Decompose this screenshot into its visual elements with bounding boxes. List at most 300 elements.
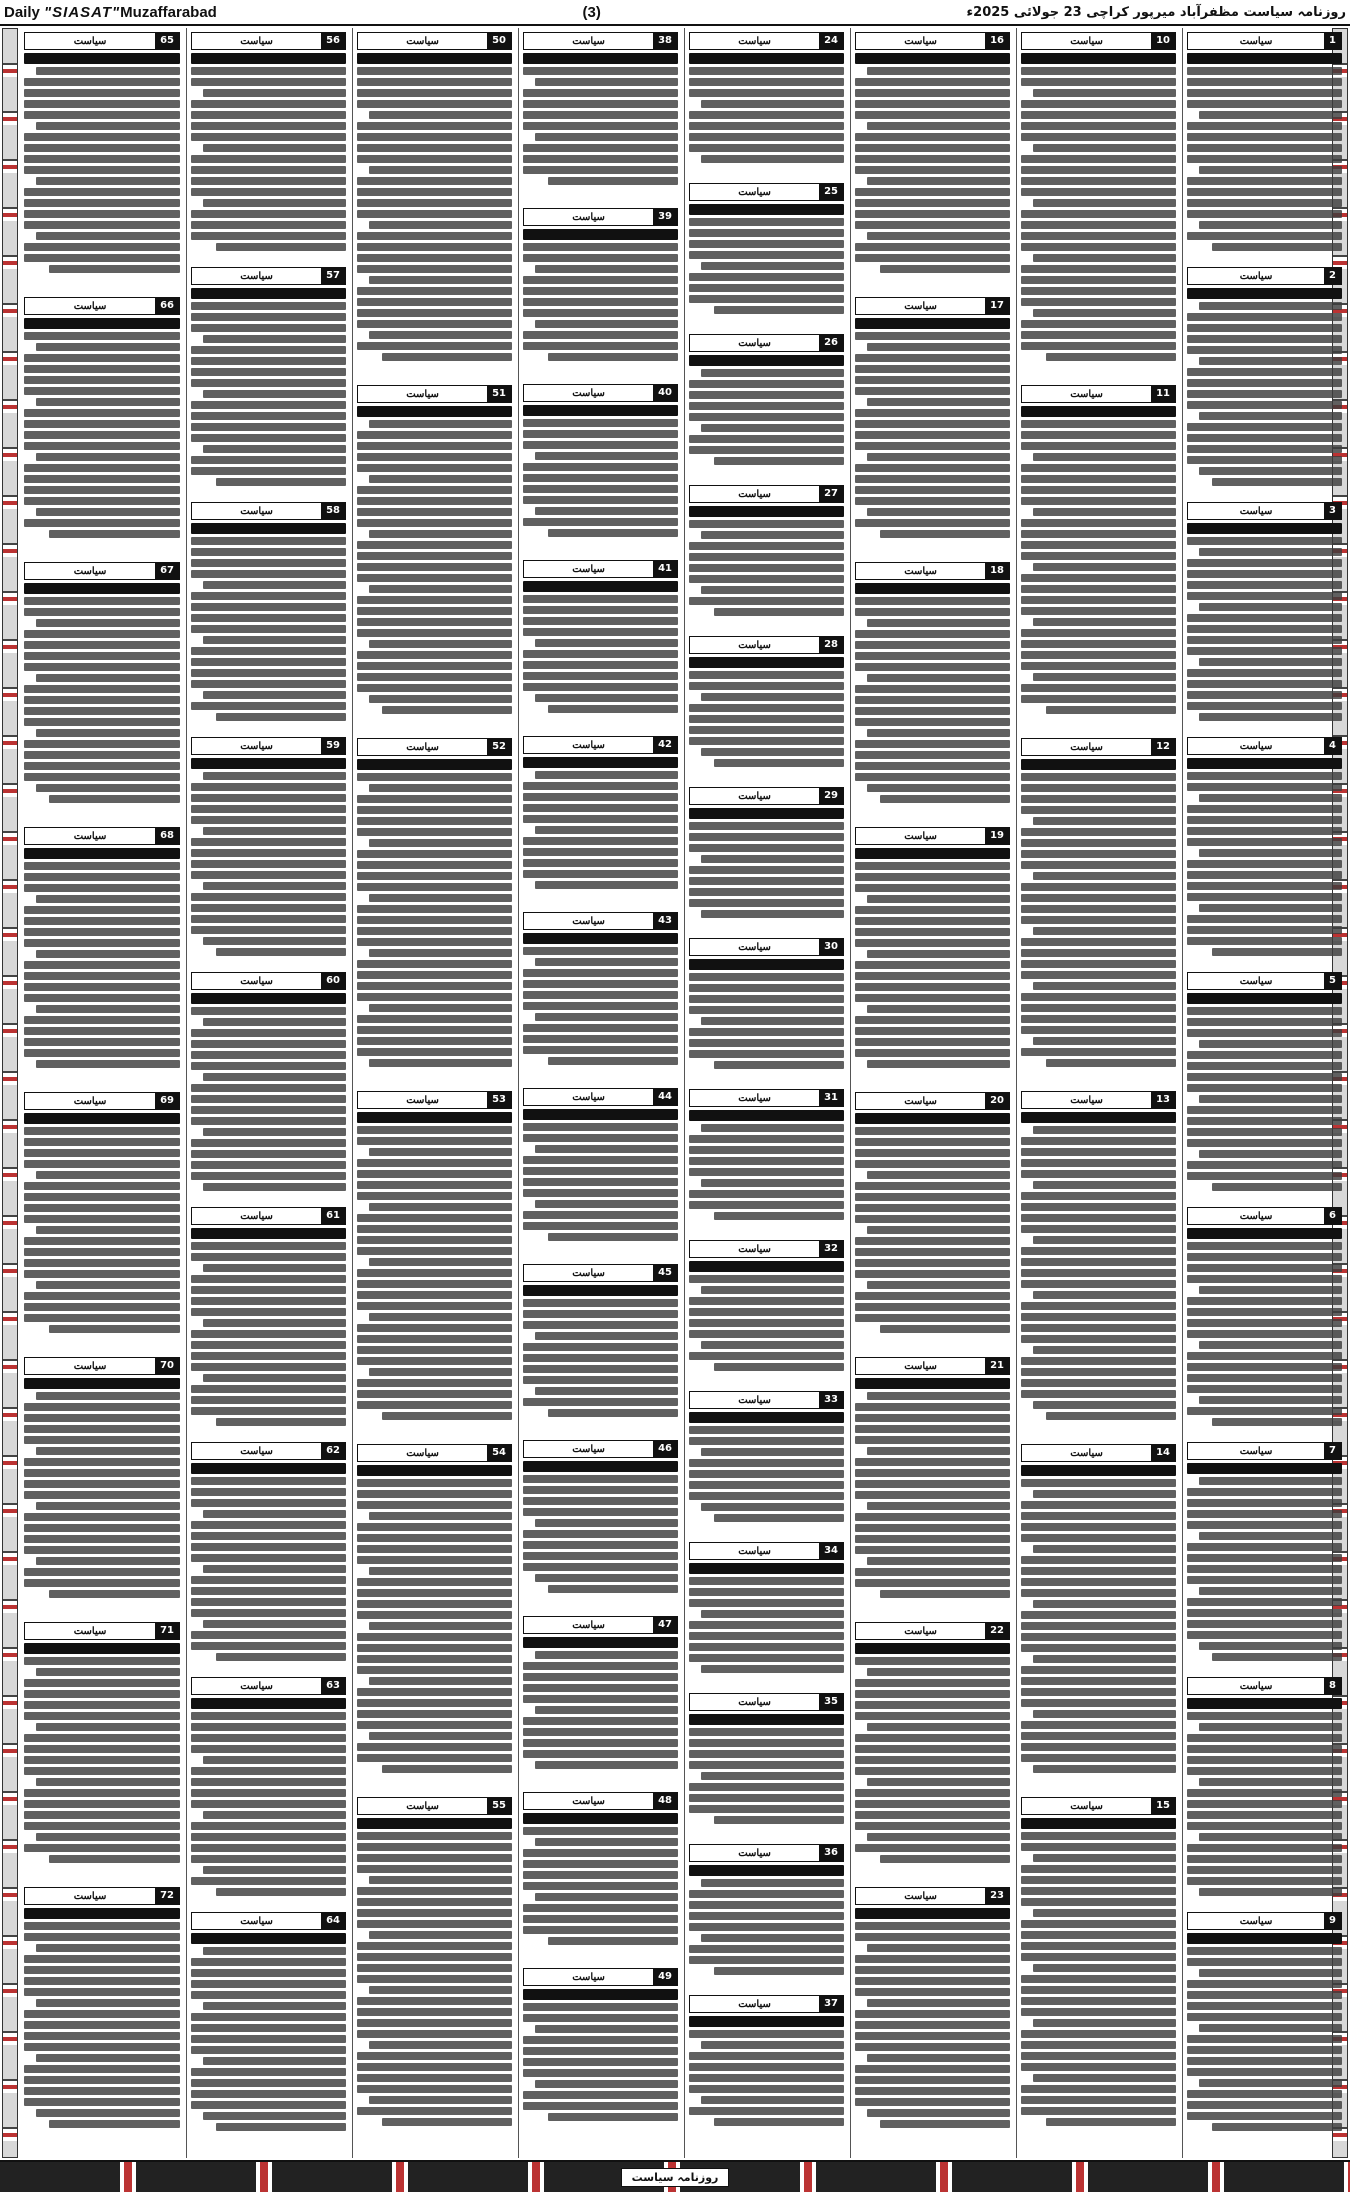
story-text-line: [1212, 243, 1342, 251]
story-number-badge: [689, 32, 844, 50]
story-text-line: [523, 1926, 678, 1934]
story-number: 1: [1324, 33, 1341, 49]
story-text-line: [1187, 669, 1342, 677]
badge-label: سیاست: [904, 1095, 937, 1107]
story-text-line: [523, 1354, 678, 1362]
story-text-line: [216, 713, 346, 721]
story-text-line: [523, 1860, 678, 1868]
story-text-line: [191, 1631, 346, 1639]
story-text-line: [1187, 1712, 1342, 1720]
story-text-line: [369, 1567, 512, 1575]
story-text-line: [36, 1557, 180, 1565]
story-text-line: [191, 1958, 346, 1966]
story-text-line: [1187, 89, 1342, 97]
story-text-line: [689, 1006, 844, 1014]
story-text-line: [689, 899, 844, 907]
story-text-line: [855, 1138, 1010, 1146]
story-text-line: [523, 1552, 678, 1560]
story-text-line: [191, 1051, 346, 1059]
story-text-line: [867, 2109, 1010, 2117]
story-text-line: [1187, 1958, 1342, 1966]
news-story: [689, 1991, 844, 2136]
story-text-line: [855, 1314, 1010, 1322]
story-text-line: [24, 243, 180, 251]
story-text-line: [216, 478, 346, 486]
story-number-badge: [855, 32, 1010, 50]
story-text-line: [523, 2036, 678, 2044]
story-text-line: [24, 983, 180, 991]
story-text-line: [24, 1016, 180, 1024]
news-story: [191, 1203, 346, 1432]
story-text-line: [1021, 78, 1176, 86]
story-text-line: [689, 1437, 844, 1445]
story-text-line: [701, 910, 844, 918]
story-text-line: [855, 1204, 1010, 1212]
story-number: 5: [1324, 973, 1341, 989]
story-text-line: [191, 1789, 346, 1797]
story-text-line: [855, 663, 1010, 671]
story-number: 39: [653, 209, 677, 225]
story-number: 29: [819, 788, 843, 804]
story-text-line: [855, 1270, 1010, 1278]
story-number-badge: [1187, 1442, 1342, 1460]
badge-label: سیاست: [572, 1619, 605, 1631]
story-text-line: [24, 1977, 180, 1985]
story-text-line: [1021, 1048, 1176, 1056]
story-text-line: [357, 1644, 512, 1652]
news-story: [855, 1088, 1010, 1347]
story-text-line: [689, 984, 844, 992]
footer-band: [0, 2160, 1350, 2192]
story-text-line: [357, 155, 512, 163]
story-text-line: [1021, 67, 1176, 75]
story-text-line: [357, 1225, 512, 1233]
story-text-line: [1187, 434, 1342, 442]
story-text-line: [689, 866, 844, 874]
story-number-badge: [689, 938, 844, 956]
badge-label: سیاست: [1070, 1094, 1103, 1106]
story-text-line: [1187, 1598, 1342, 1606]
story-text-line: [369, 640, 512, 648]
story-text-line: [191, 78, 346, 86]
badge-label: سیاست: [904, 1625, 937, 1637]
story-number: 45: [653, 1265, 677, 1281]
story-text-line: [855, 1016, 1010, 1024]
story-text-line: [357, 144, 512, 152]
story-text-line: [357, 1997, 512, 2005]
story-text-line: [867, 398, 1010, 406]
story-text-line: [1187, 702, 1342, 710]
story-text-line: [689, 1632, 844, 1640]
story-text-line: [1021, 320, 1176, 328]
story-number-badge: [689, 183, 844, 201]
badge-label: سیاست: [1239, 1210, 1273, 1222]
badge-label: سیاست: [904, 565, 937, 577]
story-headline-line: [1021, 53, 1176, 64]
story-headline-line: [1187, 758, 1342, 769]
story-text-line: [1212, 478, 1342, 486]
story-number-badge: [24, 1092, 180, 1110]
story-text-line: [369, 331, 512, 339]
story-text-line: [369, 1313, 512, 1321]
story-text-line: [1021, 993, 1176, 1001]
story-number-badge: [689, 1089, 844, 1107]
story-text-line: [191, 1844, 346, 1852]
story-text-line: [867, 1060, 1010, 1068]
story-text-line: [1199, 1723, 1342, 1731]
story-text-line: [1021, 188, 1176, 196]
story-text-line: [24, 2087, 180, 2095]
news-story: [689, 1236, 844, 1381]
story-number: 35: [819, 1694, 843, 1710]
story-text-line: [1021, 100, 1176, 108]
story-text-line: [1187, 210, 1342, 218]
story-number: 61: [321, 1208, 345, 1224]
story-text-line: [689, 229, 844, 237]
story-text-line: [523, 518, 678, 526]
story-text-line: [1021, 1335, 1176, 1343]
story-headline-line: [855, 318, 1010, 329]
story-text-line: [689, 1319, 844, 1327]
story-text-line: [357, 1953, 512, 1961]
story-number: 69: [155, 1093, 179, 1109]
story-number-badge: [855, 1092, 1010, 1110]
story-text-line: [855, 1038, 1010, 1046]
story-text-line: [24, 1027, 180, 1035]
story-text-line: [1021, 1258, 1176, 1266]
story-text-line: [689, 133, 844, 141]
story-text-line: [357, 971, 512, 979]
badge-label: سیاست: [904, 35, 937, 47]
story-text-line: [855, 1425, 1010, 1433]
story-text-line: [1021, 1688, 1176, 1696]
story-text-line: [1021, 1666, 1176, 1674]
story-number-badge: [689, 787, 844, 805]
story-text-line: [1021, 596, 1176, 604]
story-text-line: [36, 1778, 180, 1786]
story-text-line: [855, 1933, 1010, 1941]
story-text-line: [855, 696, 1010, 704]
story-headline-line: [855, 1113, 1010, 1124]
story-text-line: [1187, 1029, 1342, 1037]
story-text-line: [523, 1497, 678, 1505]
story-text-line: [523, 2069, 678, 2077]
story-text-line: [523, 1673, 678, 1681]
story-text-line: [855, 1822, 1010, 1830]
story-text-line: [1199, 713, 1342, 721]
story-text-line: [689, 671, 844, 679]
badge-label: سیاست: [240, 35, 273, 47]
story-text-line: [203, 1183, 346, 1191]
badge-label: سیاست: [572, 1795, 605, 1807]
story-text-line: [24, 1966, 180, 1974]
story-headline-line: [855, 583, 1010, 594]
story-text-line: [1199, 1396, 1342, 1404]
story-text-line: [191, 537, 346, 545]
story-text-line: [855, 608, 1010, 616]
story-text-line: [1212, 1653, 1342, 1661]
news-story: [689, 1689, 844, 1834]
story-text-line: [357, 1302, 512, 1310]
story-text-line: [24, 1756, 180, 1764]
news-column: [20, 28, 184, 2158]
story-text-line: [36, 2109, 180, 2117]
story-text-line: [24, 773, 180, 781]
story-text-line: [867, 1723, 1010, 1731]
story-text-line: [855, 917, 1010, 925]
story-text-line: [1021, 883, 1176, 891]
story-text-line: [689, 2085, 844, 2093]
story-number: 41: [653, 561, 677, 577]
story-text-line: [1187, 2013, 1342, 2021]
news-story: [855, 1883, 1010, 2142]
story-text-line: [382, 1765, 512, 1773]
story-headline-line: [523, 1813, 678, 1824]
story-text-line: [689, 542, 844, 550]
story-text-line: [24, 1524, 180, 1532]
story-headline-line: [357, 1465, 512, 1476]
story-text-line: [1021, 1523, 1176, 1531]
story-text-line: [880, 1325, 1010, 1333]
story-text-line: [24, 873, 180, 881]
story-text-line: [1021, 2096, 1176, 2104]
story-text-line: [548, 1233, 678, 1241]
story-text-line: [1187, 937, 1342, 945]
story-text-line: [357, 684, 512, 692]
story-text-line: [1033, 89, 1176, 97]
story-text-line: [24, 1303, 180, 1311]
story-text-line: [191, 570, 346, 578]
story-text-line: [523, 1046, 678, 1054]
story-text-line: [191, 434, 346, 442]
story-text-line: [357, 431, 512, 439]
badge-label: سیاست: [1239, 1915, 1273, 1927]
story-text-line: [24, 1204, 180, 1212]
story-text-line: [1021, 2030, 1176, 2038]
story-text-line: [1187, 379, 1342, 387]
story-text-line: [191, 1363, 346, 1371]
story-text-line: [24, 718, 180, 726]
story-text-line: [855, 1579, 1010, 1587]
story-text-line: [357, 298, 512, 306]
story-text-line: [36, 232, 180, 240]
story-text-line: [855, 630, 1010, 638]
story-text-line: [1021, 177, 1176, 185]
story-text-line: [24, 685, 180, 693]
story-text-line: [369, 1677, 512, 1685]
story-text-line: [867, 508, 1010, 516]
masthead: [0, 0, 1350, 26]
story-text-line: [1187, 1877, 1342, 1885]
news-story: [855, 293, 1010, 552]
story-text-line: [714, 306, 844, 314]
news-story: [1187, 1438, 1342, 1667]
story-text-line: [1187, 772, 1342, 780]
story-text-line: [36, 729, 180, 737]
news-story: [689, 28, 844, 173]
story-text-line: [1021, 2052, 1176, 2060]
story-text-line: [191, 122, 346, 130]
story-text-line: [855, 972, 1010, 980]
story-text-line: [1021, 431, 1176, 439]
story-text-line: [855, 78, 1010, 86]
story-number: 23: [985, 1888, 1009, 1904]
news-story: [689, 632, 844, 777]
story-text-line: [1021, 1203, 1176, 1211]
story-text-line: [24, 1679, 180, 1687]
story-text-line: [1187, 537, 1342, 545]
story-text-line: [523, 1211, 678, 1219]
story-text-line: [1187, 625, 1342, 633]
story-headline-line: [191, 993, 346, 1004]
story-text-line: [1021, 938, 1176, 946]
story-text-line: [523, 1189, 678, 1197]
story-number-badge: [191, 1677, 346, 1695]
story-text-line: [689, 1297, 844, 1305]
story-text-line: [1021, 795, 1176, 803]
story-number-badge: [191, 737, 346, 755]
story-text-line: [36, 343, 180, 351]
story-text-line: [689, 1470, 844, 1478]
story-text-line: [867, 453, 1010, 461]
story-text-line: [36, 1392, 180, 1400]
story-text-line: [523, 276, 678, 284]
story-headline-line: [191, 1933, 346, 1944]
story-number: 10: [1151, 33, 1175, 49]
news-story: [191, 968, 346, 1197]
story-headline-line: [191, 1228, 346, 1239]
story-text-line: [36, 122, 180, 130]
story-text-line: [191, 669, 346, 677]
story-text-line: [535, 133, 678, 141]
story-headline-line: [523, 53, 678, 64]
story-text-line: [1212, 1418, 1342, 1426]
story-text-line: [855, 475, 1010, 483]
news-story: [1021, 1793, 1176, 2140]
story-text-line: [689, 973, 844, 981]
story-text-line: [203, 1374, 346, 1382]
story-text-line: [1187, 1242, 1342, 1250]
story-text-line: [357, 596, 512, 604]
story-text-line: [523, 1530, 678, 1538]
story-text-line: [24, 1469, 180, 1477]
badge-label: سیاست: [572, 739, 605, 751]
story-text-line: [523, 980, 678, 988]
story-text-line: [1187, 1264, 1342, 1272]
story-text-line: [1187, 805, 1342, 813]
story-text-line: [867, 1999, 1010, 2007]
story-text-line: [1187, 1756, 1342, 1764]
story-text-line: [1021, 574, 1176, 582]
story-text-line: [535, 639, 678, 647]
news-column: [850, 28, 1014, 2158]
story-text-line: [880, 2120, 1010, 2128]
story-number-badge: [357, 385, 512, 403]
story-number: 53: [487, 1092, 511, 1108]
story-text-line: [855, 1977, 1010, 1985]
story-text-line: [1187, 680, 1342, 688]
story-text-line: [36, 508, 180, 516]
story-number: 57: [321, 268, 345, 284]
story-text-line: [523, 2003, 678, 2011]
news-story: [523, 204, 678, 374]
story-text-line: [191, 1396, 346, 1404]
story-text-line: [357, 497, 512, 505]
story-text-line: [1021, 486, 1176, 494]
badge-label: سیاست: [572, 387, 605, 399]
story-text-line: [357, 1401, 512, 1409]
story-text-line: [36, 1005, 180, 1013]
story-text-line: [689, 2063, 844, 2071]
story-text-line: [49, 1590, 180, 1598]
story-text-line: [1187, 1128, 1342, 1136]
story-text-line: [880, 1855, 1010, 1863]
story-text-line: [1021, 1214, 1176, 1222]
story-text-line: [24, 188, 180, 196]
story-text-line: [191, 67, 346, 75]
story-text-line: [523, 1035, 678, 1043]
story-text-line: [191, 1286, 346, 1294]
story-text-line: [24, 133, 180, 141]
badge-label: سیاست: [572, 1267, 605, 1279]
story-text-line: [1199, 166, 1342, 174]
story-text-line: [191, 849, 346, 857]
badge-label: سیاست: [1239, 975, 1273, 987]
story-text-line: [1021, 850, 1176, 858]
story-text-line: [1021, 530, 1176, 538]
story-number: 25: [819, 184, 843, 200]
story-text-line: [1021, 1501, 1176, 1509]
story-text-line: [689, 1039, 844, 1047]
story-text-line: [523, 243, 678, 251]
story-text-line: [701, 855, 844, 863]
story-text-line: [357, 210, 512, 218]
story-text-line: [203, 581, 346, 589]
story-text-line: [689, 1761, 844, 1769]
story-headline-line: [1187, 1463, 1342, 1474]
story-text-line: [357, 89, 512, 97]
story-text-line: [24, 420, 180, 428]
story-text-line: [701, 100, 844, 108]
story-text-line: [1199, 1888, 1342, 1896]
news-story: [523, 380, 678, 550]
story-text-line: [203, 1866, 346, 1874]
story-text-line: [689, 1275, 844, 1283]
story-text-line: [24, 1955, 180, 1963]
story-text-line: [357, 519, 512, 527]
story-text-line: [548, 1585, 678, 1593]
story-text-line: [1033, 1401, 1176, 1409]
story-text-line: [1021, 585, 1176, 593]
story-text-line: [357, 265, 512, 273]
story-text-line: [191, 904, 346, 912]
story-text-line: [523, 1398, 678, 1406]
story-text-line: [1199, 412, 1342, 420]
story-text-line: [535, 881, 678, 889]
story-text-line: [1021, 1247, 1176, 1255]
story-text-line: [523, 254, 678, 262]
story-text-line: [1187, 335, 1342, 343]
story-text-line: [191, 592, 346, 600]
story-text-line: [357, 100, 512, 108]
story-headline-line: [191, 53, 346, 64]
story-text-line: [1033, 1346, 1176, 1354]
story-text-line: [1033, 872, 1176, 880]
masthead-city: Muzaffarabad: [120, 3, 217, 21]
news-story: [689, 179, 844, 324]
news-story: [689, 1840, 844, 1985]
story-text-line: [1021, 861, 1176, 869]
